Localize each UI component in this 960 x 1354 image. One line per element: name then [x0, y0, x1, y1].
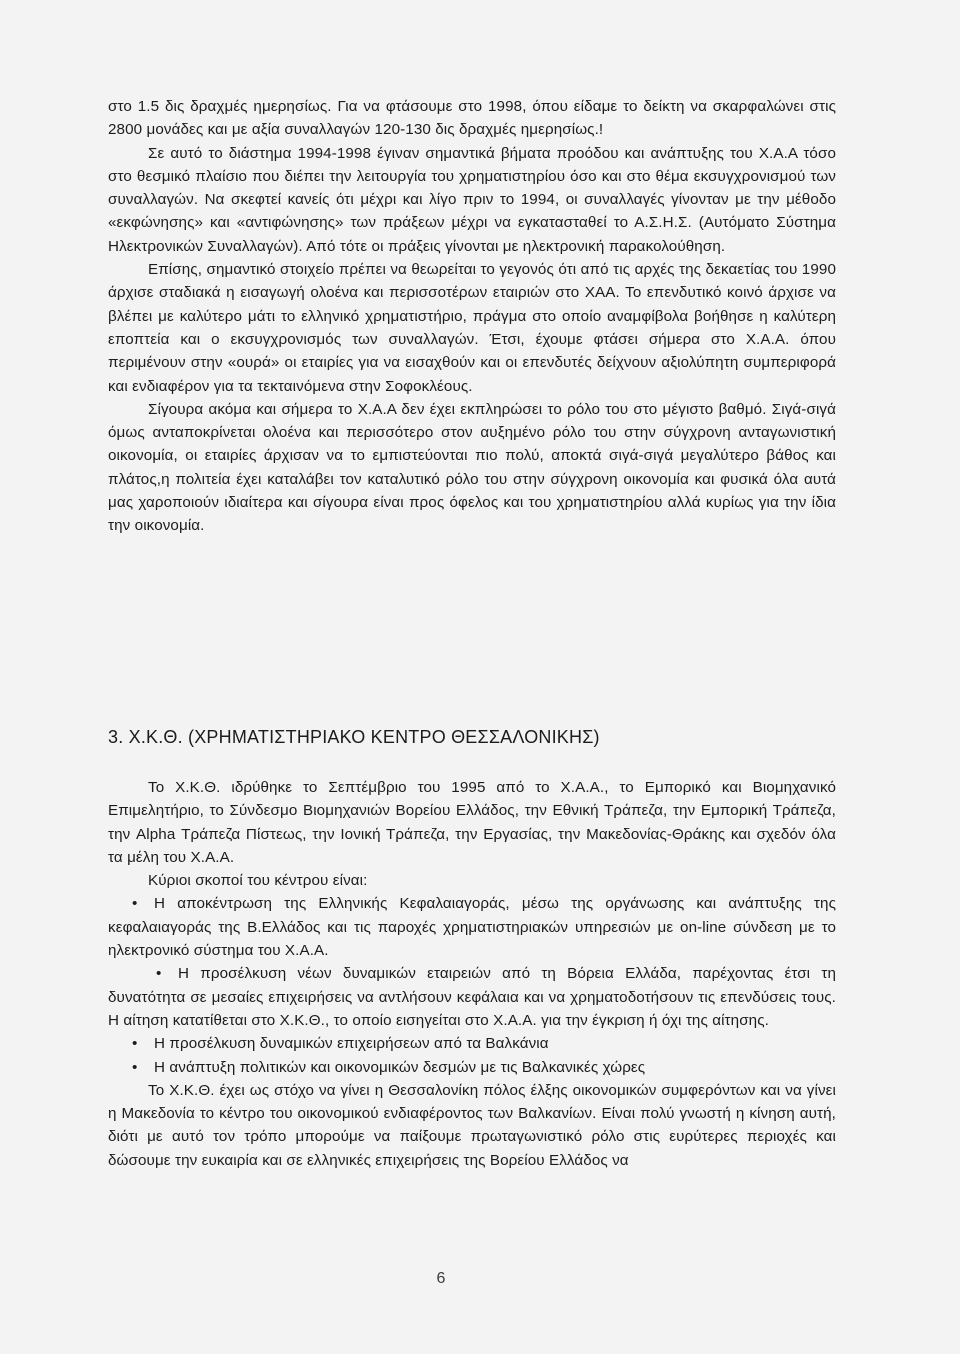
section-heading: 3. Χ.Κ.Θ. (ΧΡΗΜΑΤΙΣΤΗΡΙΑΚΟ ΚΕΝΤΡΟ ΘΕΣΣΑΛΟΝΙΚΗΣ)	[108, 727, 600, 747]
list-item	[108, 892, 836, 962]
list-item	[108, 962, 836, 1032]
list-item-text: Η ανάπτυξη πολιτικών και οικονομικών δεσμών με τις Βαλκανικές χώρες	[154, 1058, 646, 1076]
bullet-icon: •	[156, 965, 162, 983]
bullet-icon: •	[132, 895, 138, 913]
bullet-icon: •	[132, 1035, 138, 1053]
list-item	[108, 1056, 836, 1079]
top-text-block	[108, 95, 836, 538]
paragraph-continuation: στο 1.5 δις δραχμές ημερησίως. Για να φτάσουμε στο 1998, όπου είδαμε το δείκτη να σκαρφαλώνει στις 2800 μονάδες και με αξία συναλλαγών 120-130 δις δραχμές ημερησίως.!	[108, 98, 836, 139]
page-number: 6	[436, 1270, 446, 1287]
paragraph-founding: Το Χ.Κ.Θ. ιδρύθηκε το Σεπτέμβριο του 1995 από το Χ.Α.Α., το Εμπορικό και Βιομηχανικό Επιμελητήριο, το Σύνδεσμο Βιομηχανιών Βορείου Ελλάδος, την Εθνική Τράπεζα, την Εμπορική Τράπεζα, την Alpha Τράπεζα Πίστεως, την Ιονική Τράπεζα, την Εργασίας, την Μακεδονίας-Θράκης και σχεδόν όλα τα μέλη του Χ.Α.Α.	[108, 779, 836, 866]
section-body	[108, 776, 836, 1172]
paragraph-progress-1994-1998: Σε αυτό το διάστημα 1994-1998 έγιναν σημαντικά βήματα προόδου και ανάπτυξης του Χ.Α.Α τόσο στο θεσμικό πλαίσιο που διέπει την λειτουργία του χρηματιστηρίου όσο και στο θέμα εκσυγχρονισμού των συναλλαγών. Να σκεφτεί κανείς ότι μέχρι και λίγο πριν το 1994, οι συναλλαγές γίνονταν με την μέθοδο «εκφώνησης» και «αντιφώνησης» των πράξεων μέχρι να εγκατασταθεί το Α.Σ.Η.Σ. (Αυτόματο Σύστημα Ηλεκτρονικών Συναλλαγών). Από τότε οι πράξεις γίνονται με ηλεκτρονική παρακολούθηση.	[108, 144, 836, 255]
paragraph-goal-balkans: Το Χ.Κ.Θ. έχει ως στόχο να γίνει η Θεσσαλονίκη πόλος έλξης οικονομικών συμφερόντων και να γίνει η Μακεδονία το κέντρο του οικονομικού ενδιαφέροντος των Βαλκανίων. Είναι πολύ γνωστή η κίνηση αυτή, διότι με αυτό τον τρόπο μπορούμε να παίξουμε πρωταγωνιστικό ρόλο στις ευρύτερες περιοχές και δώσουμε την ευκαιρία και σε ελληνικές επιχειρήσεις της Βορείου Ελλάδος να	[108, 1081, 836, 1169]
goals-label: Κύριοι σκοποί του κέντρου είναι:	[148, 872, 368, 890]
list-item-text: Η προσέλκυση δυναμικών επιχειρήσεων από τα Βαλκάνια	[154, 1035, 549, 1053]
paragraph-role-of-exchange: Σίγουρα ακόμα και σήμερα το Χ.Α.Α δεν έχει εκπληρώσει το ρόλο του στο μέγιστο βαθμό. Σιγά-σιγά όμως ανταποκρίνεται ολοένα και περισσότερο στον αυξημένο ρόλο του στην σύγχρονη ανταγωνιστική οικονομία, οι εταιρίες άρχισαν να το εμπιστεύονται πιο πολύ, αποκτά σιγά-σιγά μεγαλύτερο βάθος και πλάτος,η πολιτεία έχει καταλάβει τον καταλυτικό ρόλο του στην σύγχρονη οικονομία και φυσικά όλα αυτά μας χαροποιούν ιδιαίτερα και σίγουρα είναι προς όφελος και του χρηματιστηρίου αλλά κυρίως για την ίδια την οικονομία.	[108, 400, 836, 535]
bullet-icon: •	[132, 1058, 138, 1076]
paragraph-listings-growth: Επίσης, σημαντικό στοιχείο πρέπει να θεωρείται το γεγονός ότι από τις αρχές της δεκαετίας του 1990 άρχισε σταδιακά η εισαγωγή ολοένα και περισσοτέρων εταιριών στο ΧΑΑ. Το επενδυτικό κοινό άρχισε να βλέπει με καλύτερο μάτι το ελληνικό χρηματιστήριο, πράγμα στο οποίο αναμφίβολα βοήθησε η καλύτερη εποπτεία και ο εκσυγχρονισμός των συναλλαγών. Έτσι, έχουμε φτάσει σήμερα στο Χ.Α.Α. όπου περιμένουν στην «ουρά» οι εταιρίες για να εισαχθούν και οι επενδυτές δείχνουν αξιολύπητη συμπεριφορά και ενδιαφέρον για τα τεκταινόμενα στην Σοφοκλέους.	[108, 261, 836, 395]
list-item-text: Η αποκέντρωση της Ελληνικής Κεφαλαιαγοράς, μέσω της οργάνωσης και ανάπτυξης της κεφαλαιαγοράς της Β.Ελλάδος και τις παροχές χρηματιστηριακών υπηρεσιών με on-line σύνδεση με το ηλεκτρονικό σύστημα του Χ.Α.Α.	[108, 895, 836, 960]
list-item-text: Η προσέλκυση νέων δυναμικών εταιρειών από τη Βόρεια Ελλάδα, παρέχοντας έτσι τη δυνατότητα σε μεσαίες επιχειρήσεις να αντλήσουν κεφάλαια και να χρηματοδοτήσουν τις επενδύσεις τους. Η αίτηση κατατίθεται στο Χ.Κ.Θ., το οποίο εισηγείται στο Χ.Α.Α. για την έγκριση ή όχι της αίτησης.	[108, 965, 836, 1029]
list-item	[108, 1032, 836, 1055]
